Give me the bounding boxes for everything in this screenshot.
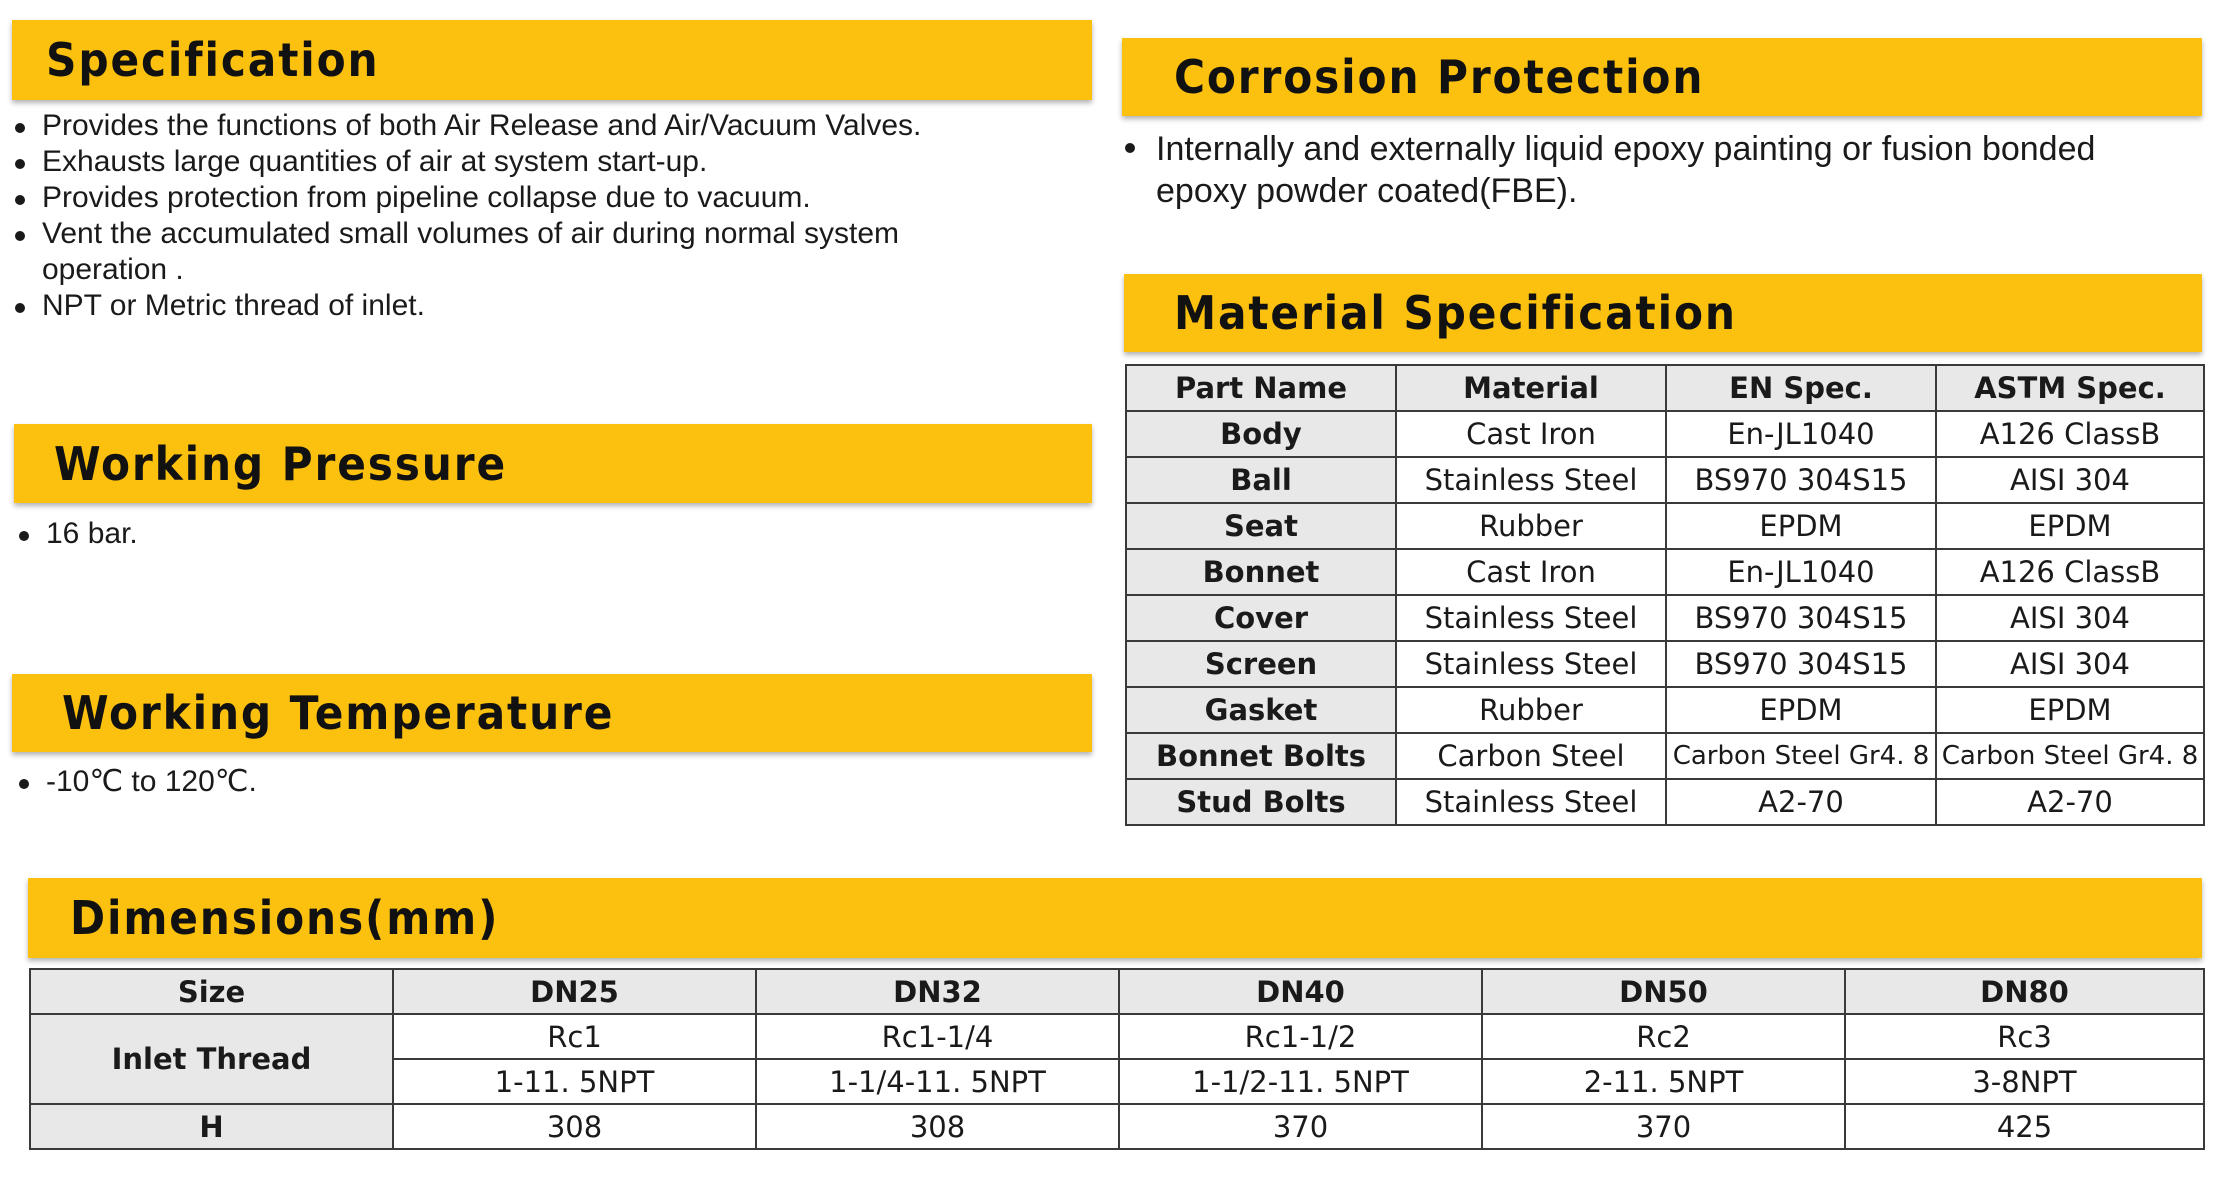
astm-spec-cell: A2-70 [1936,779,2204,825]
table-row [1126,503,2204,549]
part-name-cell: Ball [1126,457,1396,503]
material-cell: Rubber [1396,687,1666,733]
h-cell: 308 [756,1104,1119,1149]
working-temperature-title: Working Temperature [62,686,615,740]
astm-spec-cell: A126 ClassB [1936,411,2204,457]
inlet-npt-cell: 1-1/4-11. 5NPT [756,1059,1119,1104]
specification-list [12,108,1072,324]
specification-item: NPT or Metric thread of inlet. [12,288,1072,324]
part-name-cell: Seat [1126,503,1396,549]
corrosion-protection-header [1122,38,2202,116]
material-cell: Stainless Steel [1396,641,1666,687]
dimensions-header [28,878,2202,958]
material-specification-header [1124,274,2202,352]
material-header-row [1126,365,2204,411]
inlet-rc-cell: Rc1 [393,1014,756,1059]
size-cell: DN32 [756,969,1119,1014]
working-pressure-value: 16 bar. [16,516,616,552]
table-row [1126,779,2204,825]
table-row [1126,411,2204,457]
astm-spec-cell: AISI 304 [1936,641,2204,687]
specification-item: Provides the functions of both Air Release and Air/Vacuum Valves. [12,108,1072,144]
table-row [1126,641,2204,687]
astm-spec-cell: EPDM [1936,503,2204,549]
specification-item: Provides protection from pipeline collapse due to vacuum. [12,180,1072,216]
header-astm-spec: ASTM Spec. [1936,365,2204,411]
working-pressure-list [16,516,616,552]
table-row [1126,733,2204,779]
corrosion-protection-text: Internally and externally liquid epoxy painting or fusion bonded epoxy powder coated(FBE). [1122,128,2122,212]
material-specification-title: Material Specification [1174,286,1737,340]
h-cell: 308 [393,1104,756,1149]
working-temperature-header [12,674,1092,752]
inlet-thread-label: Inlet Thread [30,1014,393,1104]
astm-spec-cell: Carbon Steel Gr4. 8 [1936,733,2204,779]
table-row [1126,457,2204,503]
en-spec-cell: BS970 304S15 [1666,595,1936,641]
en-spec-cell: Carbon Steel Gr4. 8 [1666,733,1936,779]
size-label: Size [30,969,393,1014]
part-name-cell: Gasket [1126,687,1396,733]
material-cell: Cast Iron [1396,549,1666,595]
size-cell: DN50 [1482,969,1845,1014]
material-table [1125,364,2205,826]
inlet-rc-cell: Rc1-1/2 [1119,1014,1482,1059]
material-cell: Stainless Steel [1396,595,1666,641]
material-cell: Carbon Steel [1396,733,1666,779]
specification-title: Specification [46,33,380,87]
material-cell: Stainless Steel [1396,779,1666,825]
en-spec-cell: EPDM [1666,687,1936,733]
dimensions-title: Dimensions(mm) [70,891,500,945]
en-spec-cell: En-JL1040 [1666,411,1936,457]
specification-item: Exhausts large quantities of air at system start-up. [12,144,1072,180]
size-cell: DN25 [393,969,756,1014]
working-pressure-title: Working Pressure [54,436,508,491]
h-row [30,1104,2204,1149]
specification-item: Vent the accumulated small volumes of air during normal system operation . [12,216,1002,288]
inlet-npt-cell: 3-8NPT [1845,1059,2204,1104]
h-cell: 370 [1119,1104,1482,1149]
dimensions-table [29,968,2205,1150]
size-cell: DN80 [1845,969,2204,1014]
en-spec-cell: BS970 304S15 [1666,641,1936,687]
inlet-rc-cell: Rc1-1/4 [756,1014,1119,1059]
table-row [1126,687,2204,733]
h-cell: 370 [1482,1104,1845,1149]
en-spec-cell: A2-70 [1666,779,1936,825]
part-name-cell: Screen [1126,641,1396,687]
corrosion-protection-list [1122,128,2122,212]
part-name-cell: Bonnet [1126,549,1396,595]
astm-spec-cell: AISI 304 [1936,457,2204,503]
material-cell: Cast Iron [1396,411,1666,457]
size-row [30,969,2204,1014]
specification-header [12,20,1092,100]
astm-spec-cell: A126 ClassB [1936,549,2204,595]
h-cell: 425 [1845,1104,2204,1149]
material-cell: Rubber [1396,503,1666,549]
h-label: H [30,1104,393,1149]
corrosion-protection-title: Corrosion Protection [1174,50,1705,104]
en-spec-cell: En-JL1040 [1666,549,1936,595]
working-temperature-value: -10℃ to 120℃. [16,764,616,800]
en-spec-cell: BS970 304S15 [1666,457,1936,503]
working-pressure-header [14,424,1092,503]
en-spec-cell: EPDM [1666,503,1936,549]
material-cell: Stainless Steel [1396,457,1666,503]
header-material: Material [1396,365,1666,411]
part-name-cell: Body [1126,411,1396,457]
inlet-rc-cell: Rc3 [1845,1014,2204,1059]
header-part-name: Part Name [1126,365,1396,411]
part-name-cell: Stud Bolts [1126,779,1396,825]
size-cell: DN40 [1119,969,1482,1014]
inlet-npt-cell: 1-1/2-11. 5NPT [1119,1059,1482,1104]
astm-spec-cell: AISI 304 [1936,595,2204,641]
table-row [1126,549,2204,595]
inlet-npt-cell: 1-11. 5NPT [393,1059,756,1104]
inlet-rc-row [30,1014,2204,1059]
table-row [1126,595,2204,641]
inlet-npt-cell: 2-11. 5NPT [1482,1059,1845,1104]
part-name-cell: Bonnet Bolts [1126,733,1396,779]
working-temperature-list [16,764,616,800]
astm-spec-cell: EPDM [1936,687,2204,733]
header-en-spec: EN Spec. [1666,365,1936,411]
part-name-cell: Cover [1126,595,1396,641]
inlet-rc-cell: Rc2 [1482,1014,1845,1059]
